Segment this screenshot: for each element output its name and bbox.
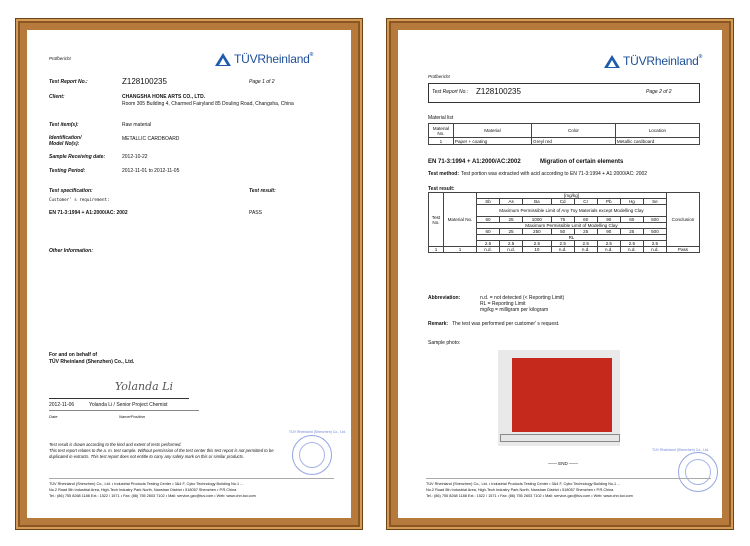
method-label: Test method: <box>428 171 460 177</box>
ml-cell: Metallic cardboard <box>615 138 699 145</box>
left-frame <box>15 18 363 530</box>
items-value: Raw material <box>122 122 152 128</box>
receiving-label: Sample Receiving date: <box>49 154 106 160</box>
rl-cell: 2.5 <box>477 241 500 247</box>
red-cardboard-sample <box>512 358 612 432</box>
ml-cell: 1 <box>429 138 454 145</box>
abbrev-label: Abbreviation: <box>428 295 461 301</box>
footer-note-2: This test report relates to the a. m. test sample. Without permission of the test center this test report is not permitted to be <box>49 448 274 453</box>
footer-line-2: No.2 Road 5th Industrial Area, High-Tech Industry Park North, Nanshan District • 518057 Shenzhen • P.R.China <box>49 488 237 492</box>
element-as: As <box>500 199 523 205</box>
seal-text-2: TÜV Rheinland (Shenzhen) Co., Ltd. <box>652 448 710 452</box>
signature-image: Yolanda Li <box>115 380 174 393</box>
method-text: Test portion was extracted with acid according to EN 71-3:1994 + A1:2000/AC: 2002 <box>461 171 648 177</box>
limit-label-1: Maximum Permissible Limit of Any Toy Materials except Modelling Clay <box>477 205 667 217</box>
unit-header: [mg/kg] <box>477 193 667 199</box>
tuv-triangle-icon <box>604 55 620 68</box>
company-seal-2 <box>678 452 718 492</box>
abbrev-2: RL = Reporting Limit <box>480 301 526 307</box>
header-label: Prüfbericht <box>49 56 71 61</box>
client-address: Room 305 Building 4, Charmed Fairyland 85 Douling Road, Changsha, China <box>122 101 294 107</box>
tuv-logo-2: TÜVRheinland® <box>604 54 702 68</box>
limit-1-cell: 75 <box>551 217 574 223</box>
result-cell: n.d. <box>500 247 523 253</box>
footer-note-3: duplicated in extracts. This test report does not entitle to carry any safety mark on this or similar products. <box>49 454 245 459</box>
period-value: 2012-11-01 to 2012-11-05 <box>122 168 180 174</box>
name-caption: Name/Position <box>119 414 146 419</box>
rl-cell: 2.5 <box>500 241 523 247</box>
remark-label: Remark: <box>428 321 449 327</box>
ml-header-color: Color <box>532 124 616 138</box>
seal-text: TÜV Rheinland (Shenzhen) Co., Ltd. <box>289 430 347 434</box>
limit-1-cell: 60 <box>620 217 643 223</box>
report-no-label-2: Test Report No.: <box>432 89 469 95</box>
results-table <box>428 192 700 253</box>
footer-divider <box>49 478 334 479</box>
footer-note-1: Test result is drawn according to the kind and extent of tests performed. <box>49 442 182 447</box>
element-sb: Sb <box>477 199 500 205</box>
footer-line-2: No.2 Road 5th Industrial Area, High-Tech Industry Park North, Nanshan District • 518057 Shenzhen • P.R.China <box>426 488 614 492</box>
spec-note: Customer' s requirement: <box>49 197 110 202</box>
ml-cell: Greyl red <box>532 138 616 145</box>
limit-1-cell: 60 <box>574 217 597 223</box>
element-cd: Cd <box>551 199 574 205</box>
report-page-2 <box>398 30 722 518</box>
client-name: CHANGSHA HONE ARTS CO., LTD. <box>122 94 206 100</box>
footer-line-3: Tel.: (86) 755 8268 1188 Ext.: 1522 / 1571 • Fax: (86) 755 2603 7102 • Mail: service-gzc@tuv.com • Web: www.chn.tuv.com <box>49 494 256 498</box>
standard-title: EN 71-3:1994 + A1:2000/AC:2002 <box>428 159 521 165</box>
result-material-no: 1 <box>444 247 477 253</box>
result-label: Test result: <box>249 188 276 194</box>
result-conclusion: Pass <box>667 247 700 253</box>
abbrev-3: mg/kg = milligram per kilogram <box>480 307 549 313</box>
col-test-no: Test No. <box>429 193 444 247</box>
company-seal <box>292 435 332 475</box>
rl-label: RL <box>477 235 667 241</box>
ident-value: METALLIC CARDBOARD <box>122 136 180 142</box>
result-cell: n.d. <box>477 247 500 253</box>
ml-header-location: Location <box>615 124 699 138</box>
spec-label: Test specification: <box>49 188 93 194</box>
tuv-triangle-icon <box>215 53 231 66</box>
remark-text: The test was performed per customer' s request. <box>452 321 560 327</box>
result-cell: n.d. <box>551 247 574 253</box>
result-value: PASS <box>249 210 262 216</box>
ident-label-1: Identification/ <box>49 135 82 141</box>
ruler <box>500 434 620 442</box>
ml-cell: Paper + coating <box>453 138 531 145</box>
result-cell: n.d. <box>574 247 597 253</box>
element-hg: Hg <box>620 199 643 205</box>
element-ba: Ba <box>523 199 552 205</box>
right-frame <box>386 18 734 530</box>
limit-1-cell: 25 <box>500 217 523 223</box>
tuv-logo: TÜVRheinland® <box>215 52 313 66</box>
limit-1-cell: 500 <box>643 217 666 223</box>
abbrev-1: n.d. = not detected (< Reporting Limit) <box>480 295 565 301</box>
period-label: Testing Period: <box>49 168 86 174</box>
sign-date: 2012-11-06 <box>49 402 75 408</box>
receiving-value: 2012-10-22 <box>122 154 148 160</box>
client-label: Client: <box>49 94 65 100</box>
ident-label-2: Model No(s): <box>49 141 80 147</box>
limit-1-cell: 1000 <box>523 217 552 223</box>
sign-name: Yolanda Li / Senior Project Chemist <box>89 402 168 408</box>
header-label-2: Prüfbericht <box>428 74 450 79</box>
signature-line <box>49 398 189 399</box>
footer-line-1: TÜV Rheinland (Shenzhen) Co., Ltd. • Industrial Products Testing Center • 3&4 F, Cybo Technology Building No.1 ... <box>426 482 621 486</box>
limit-2-cell: 50 <box>551 229 574 235</box>
report-no-2: Z128100235 <box>476 87 521 96</box>
footer-line-3: Tel.: (86) 755 8268 1188 Ext.: 1522 / 1571 • Fax: (86) 755 2603 7102 • Mail: service-gzc@tuv.com • Web: www.chn.tuv.com <box>426 494 633 498</box>
result-label-2: Test result: <box>428 186 455 192</box>
behalf-line-2: TÜV Rheinland (Shenzhen) Co., Ltd. <box>49 359 135 365</box>
rl-cell: 2.5 <box>574 241 597 247</box>
sample-photo-label: Sample photo: <box>428 340 461 346</box>
footer-line-1: TÜV Rheinland (Shenzhen) Co., Ltd. • Industrial Products Testing Center • 3&4 F, Cybo Technology Building No.1 ... <box>49 482 244 486</box>
limit-2-cell: 250 <box>523 229 552 235</box>
footer-divider-2 <box>426 478 711 479</box>
page-number-2: Page 2 of 2 <box>646 89 672 95</box>
rl-cell: 2.5 <box>620 241 643 247</box>
element-pb: Pb <box>597 199 620 205</box>
rl-cell: 2.5 <box>597 241 620 247</box>
material-list-label: Material list <box>428 115 454 121</box>
other-info-label: Other Information: <box>49 248 93 254</box>
col-material-no: Material No. <box>444 193 477 247</box>
col-conclusion: Conclusion <box>667 193 700 247</box>
rl-cell: 2.5 <box>523 241 552 247</box>
result-cell: n.d. <box>643 247 666 253</box>
report-page-1 <box>27 30 351 518</box>
result-cell: n.d. <box>620 247 643 253</box>
limit-2-cell: 25 <box>620 229 643 235</box>
report-no: Z128100235 <box>122 77 167 86</box>
limit-2-cell: 25 <box>500 229 523 235</box>
rl-cell: 2.5 <box>643 241 666 247</box>
standard-subtitle: Migration of certain elements <box>540 159 624 165</box>
date-caption: Date <box>49 414 58 419</box>
sample-photo <box>498 350 620 446</box>
limit-2-cell: 60 <box>477 229 500 235</box>
limit-1-cell: 60 <box>477 217 500 223</box>
limit-2-cell: 500 <box>643 229 666 235</box>
ml-header-material: Material <box>453 124 531 138</box>
element-se: Se <box>643 199 666 205</box>
page-number: Page 1 of 2 <box>249 79 275 85</box>
rl-cell: 2.5 <box>551 241 574 247</box>
material-list-table <box>428 123 700 145</box>
caption-line <box>49 410 199 411</box>
result-test-no: 1 <box>429 247 444 253</box>
spec-value: EN 71-3:1994 + A1:2000/AC: 2002 <box>49 210 128 216</box>
limit-label-2: Maximum Permissible Limit of Modelling Clay <box>477 223 667 229</box>
result-cell: n.d. <box>597 247 620 253</box>
element-cr: Cr <box>574 199 597 205</box>
ml-header-material-no: Material No. <box>429 124 454 138</box>
behalf-line-1: For and on behalf of <box>49 352 98 358</box>
limit-2-cell: 90 <box>597 229 620 235</box>
limit-1-cell: 90 <box>597 217 620 223</box>
items-label: Test item(s): <box>49 122 79 128</box>
end-marker: —— END —— <box>548 461 579 466</box>
report-no-label: Test Report No.: <box>49 79 88 85</box>
limit-2-cell: 25 <box>574 229 597 235</box>
result-cell: 10 <box>523 247 552 253</box>
